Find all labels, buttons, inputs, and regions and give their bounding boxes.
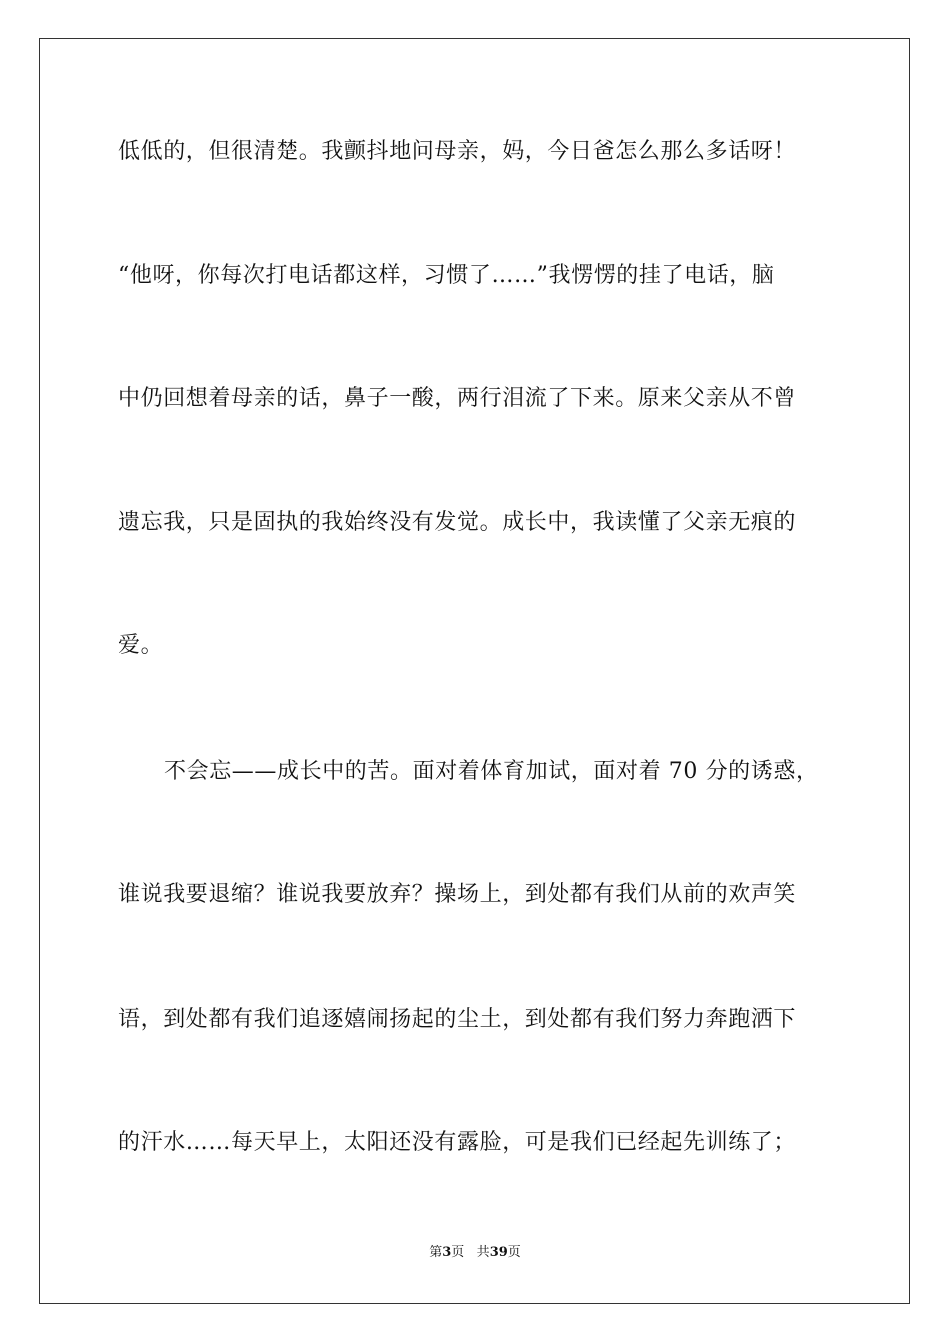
footer-total-pages: 39 <box>489 1245 508 1260</box>
body-line-2: “他呀，你每次打电话都这样，习惯了……”我愣愣的挂了电话，脑 <box>118 263 775 288</box>
body-line-7: 谁说我要退缩？谁说我要放弃？操场上，到处都有我们从前的欢声笑 <box>118 882 797 907</box>
footer-total-suffix: 页 <box>507 1245 521 1260</box>
footer-page-suffix: 页 <box>451 1245 465 1260</box>
page-border <box>39 38 910 1304</box>
body-line-1: 低低的，但很清楚。我颤抖地问母亲，妈，今日爸怎么那么多话呀！ <box>118 139 797 164</box>
body-line-8: 语，到处都有我们追逐嬉闹扬起的尘土，到处都有我们努力奔跑洒下 <box>118 1007 797 1032</box>
body-line-5: 爱。 <box>118 633 164 658</box>
footer-total-prefix: 共 <box>476 1245 490 1260</box>
body-line-9: 的汗水……每天早上，太阳还没有露脸，可是我们已经起先训练了； <box>118 1130 797 1155</box>
body-line-4: 遗忘我，只是固执的我始终没有发觉。成长中，我读懂了父亲无痕的 <box>118 510 797 535</box>
footer-page-number: 3 <box>442 1245 452 1260</box>
page-footer <box>0 1244 950 1262</box>
body-line-6: 不会忘——成长中的苦。面对着体育加试，面对着 70 分的诱惑， <box>164 759 819 784</box>
body-line-3: 中仍回想着母亲的话，鼻子一酸，两行泪流了下来。原来父亲从不曾 <box>118 386 797 411</box>
footer-page-prefix: 第 <box>429 1245 443 1260</box>
